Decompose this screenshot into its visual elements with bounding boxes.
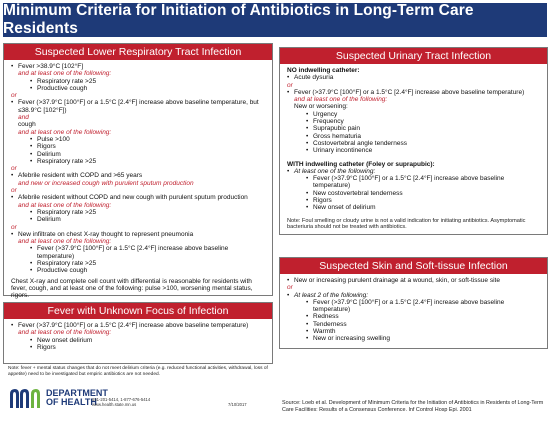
list-item: • Productive cough — [30, 267, 265, 274]
ssti-header: Suspected Skin and Soft-tissue Infection — [280, 258, 547, 274]
list-item: • Respiratory rate >25 — [30, 78, 265, 85]
with-catheter-heading: WITH indwelling catheter (Foley or suprapubic): — [287, 160, 435, 168]
list-item: • Rigors — [30, 143, 265, 150]
uti-note: Note: Foul smelling or cloudy urine is not a valid indication for initiating antibiotics. Asymptomatic bacteriuria should not be treated with antibiotics. — [287, 217, 526, 231]
or-label: or — [11, 223, 17, 231]
list-item: • Fever (>37.9°C [100°F] or a 1.5°C [2.4°F] increase above baseline temperature) and at least one of the following: New or worsening: • Urgency • Frequency • Suprapubic pain • Gross hematuria • Costovertebral angle tenderness • Urinary incontinence — [287, 89, 540, 155]
logo-line-2: OF HEALTH — [46, 397, 97, 407]
ssti-panel — [279, 257, 548, 349]
list-item: • Productive cough — [30, 85, 265, 92]
uti-panel — [279, 47, 548, 235]
no-catheter-heading: NO indwelling catheter: — [287, 67, 360, 74]
list-item: • New costovertebral tenderness — [306, 190, 540, 197]
list-item: • Afebrile resident without COPD and new cough with purulent sputum production and at least one of the following: • Respiratory rate >25 • Delirium — [11, 194, 265, 223]
list-item: • Tenderness — [306, 321, 540, 328]
lrti-panel — [3, 43, 273, 300]
or-label: or — [287, 284, 293, 292]
page-title: Minimum Criteria for Initiation of Antibiotics in Long-Term Care Residents — [3, 3, 547, 37]
list-item: • Respiratory rate >25 — [30, 209, 265, 216]
website-link[interactable]: www.health.state.mn.us — [92, 402, 137, 408]
list-item: • Urgency — [306, 111, 540, 118]
list-item: • Delirium — [30, 151, 265, 158]
or-label: or — [11, 165, 17, 173]
list-item: • Fever (>37.9°C [100°F] or a 1.5°C [2.4°F] increase above baseline temperature) — [306, 299, 540, 314]
list-item: • Fever (>37.9°C [100°F] or a 1.5°C [2.4°F] increase above baseline temperature) — [306, 175, 540, 190]
list-item: • Respiratory rate >25 — [30, 260, 265, 267]
list-item: • Warmth — [306, 328, 540, 335]
list-item: • Pulse >100 — [30, 136, 265, 143]
list-item: • Fever (>37.9°C [100°F] or a 1.5°C [2.4°F] increase above baseline temperature) — [30, 245, 265, 260]
fever-note: Note: fever + mental status changes that do not meet delirium criteria (e.g. reduced functional activities, withdrawal, loss of appetite) need to be investigated but empiric antibiotics are not needed. — [8, 366, 268, 377]
list-item: • New or increasing swelling — [306, 335, 540, 342]
list-item: • Costovertebral angle tenderness — [306, 140, 540, 147]
lrti-header: Suspected Lower Respiratory Tract Infection — [4, 44, 272, 60]
list-item: • Delirium — [30, 216, 265, 223]
list-item: • Afebrile resident with COPD and >65 years and new or increased cough with purulent sputum production — [11, 172, 265, 187]
list-item: • Rigors — [306, 197, 540, 204]
list-item: • Fever (>37.9°C [100°F] or a 1.5°C [2.4°F] increase above baseline temperature, but ≤38.9°C [102°F]) and cough and at least one of the following: • Pulse >100 • Rigors • Delirium • Respiratory rate >25 — [11, 99, 265, 165]
list-item: • Fever (>37.9°C [100°F] or a 1.5°C [2.4°F] increase above baseline temperature) and at least one of the following: • New onset delirium • Rigors — [11, 322, 265, 351]
list-item: • New onset delirium — [30, 337, 265, 344]
list-item: • At least one of the following: • Fever (>37.9°C [100°F] or a 1.5°C [2.4°F] increase above baseline temperature) • New costovertebral tenderness • Rigors • New onset of delirium — [287, 168, 540, 212]
list-item: • New onset of delirium — [306, 204, 540, 211]
source-citation: Source: Loeb et al. Development of Minimum Criteria for the Initiation of Antibiotics in Residents of Long-Term Care Facilities: Results of a Consensus Conference. Inf Control Hosp Epi. 2001 — [282, 400, 544, 413]
list-item: • Acute dysuria — [287, 74, 540, 81]
list-item: • Gross hematuria — [306, 133, 540, 140]
or-label: or — [11, 187, 17, 195]
uti-header: Suspected Urinary Tract Infection — [280, 48, 547, 64]
fuo-header: Fever with Unknown Focus of Infection — [4, 303, 272, 319]
list-item: • Redness — [306, 313, 540, 320]
list-item: • Fever >38.9°C [102°F] and at least one of the following: • Respiratory rate >25 • Productive cough — [11, 63, 265, 92]
list-item: • Urinary incontinence — [306, 147, 540, 154]
or-label: or — [11, 92, 17, 100]
phone-text: 651-201-5414, 1-877-676-5414 — [92, 397, 151, 402]
revision-date: 7/10/2017 — [228, 402, 247, 407]
lrti-recommendation: Chest X-ray and complete cell count with differential is reasonable for residents with fever, cough, and at least one of the following: pulse >100, worsening mental status, rigors. — [11, 277, 253, 300]
list-item: • At least 2 of the following: • Fever (>37.9°C [100°F] or a 1.5°C [2.4°F] increase above baseline temperature) • Redness • Tenderness • Warmth • New or increasing swelling — [287, 292, 540, 343]
list-item: • Suprapubic pain — [306, 125, 540, 132]
list-item: • New or increasing purulent drainage at a wound, skin, or soft-tissue site — [287, 277, 540, 284]
list-item: • Frequency — [306, 118, 540, 125]
list-item: • Respiratory rate >25 — [30, 158, 265, 165]
minnesota-logo-icon — [8, 386, 42, 410]
list-item: • New infiltrate on chest X-ray thought to represent pneumonia and at least one of the following: • Fever (>37.9°C [100°F] or a 1.5°C [2.4°F] increase above baseline temperature) • Respiratory rate >25 • Productive cough — [11, 231, 265, 275]
or-label: or — [287, 81, 293, 89]
list-item: • Rigors — [30, 344, 265, 351]
fuo-panel — [3, 302, 273, 364]
logo-line-1: DEPARTMENT — [46, 387, 108, 398]
contact-info — [92, 397, 150, 408]
